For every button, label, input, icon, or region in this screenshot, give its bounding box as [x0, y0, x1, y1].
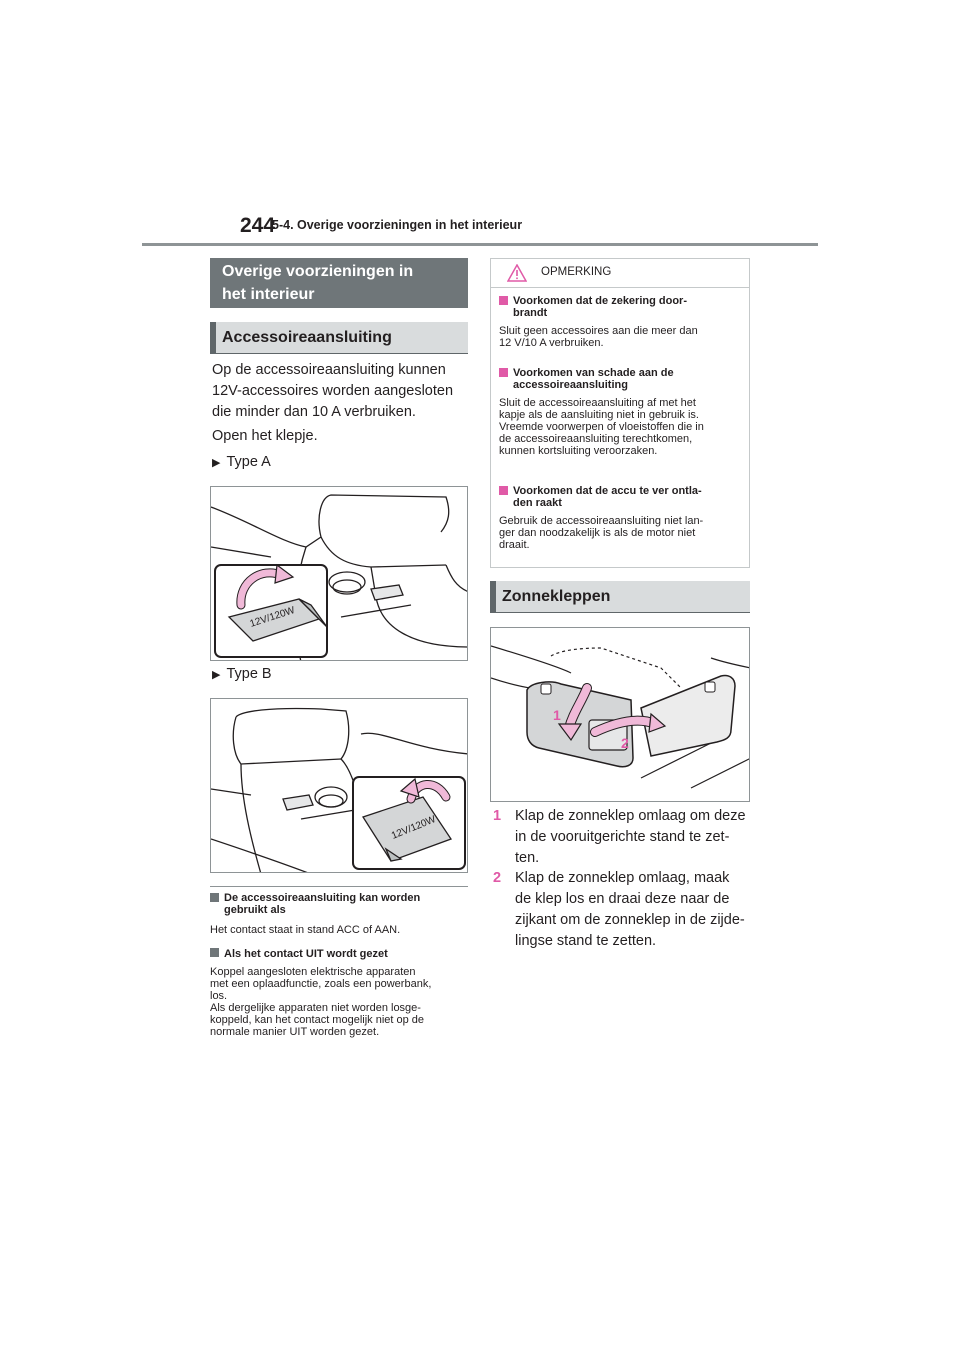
step-line: ten.	[515, 850, 540, 866]
type-a-text: Type A	[226, 454, 271, 470]
note-usable	[210, 892, 468, 936]
notice-fuse	[499, 295, 744, 349]
notice-item-text	[499, 515, 744, 551]
step-line: de klep los en draai deze naar de	[515, 891, 730, 907]
square-bullet-icon	[210, 893, 219, 902]
step-2	[493, 868, 758, 952]
notice-text-line: draait.	[499, 539, 530, 551]
sun-visor-illustration	[491, 628, 750, 802]
header-rule	[142, 243, 818, 246]
notice-title-line: accessoireaansluiting	[513, 379, 628, 391]
square-bullet-icon	[499, 368, 508, 377]
notice-text-line: kunnen kortsluiting veroorzaken.	[499, 445, 658, 457]
step-line: zijkant om de zonneklep in de zijde-	[515, 912, 745, 928]
note-text-line: met een oplaadfunctie, zoals een powerbank,	[210, 978, 432, 990]
notice-text-line: de accessoireaansluiting terechtkomen,	[499, 433, 693, 445]
text-line: Op de accessoireaansluiting kunnen	[212, 362, 446, 378]
notice-title-line: brandt	[513, 307, 548, 319]
square-bullet-icon	[210, 948, 219, 957]
note-title-line: gebruikt als	[224, 904, 286, 916]
main-heading-line: Overige voorzieningen in	[222, 263, 414, 280]
notice-box	[490, 258, 750, 568]
notice-item-title	[499, 295, 744, 319]
figure-sun-visor	[490, 627, 750, 802]
note-contact-off	[210, 948, 472, 1038]
triangle-bullet-icon: ▶	[212, 457, 221, 469]
step-line: Klap de zonneklep omlaag, maak	[515, 870, 730, 886]
open-instruction: Open het klepje.	[212, 428, 318, 444]
step-text	[515, 806, 746, 869]
notice-text-line: ger dan noodzakelijk is als de motor niet	[499, 527, 696, 539]
note-title-line: De accessoireaansluiting kan worden	[224, 892, 421, 904]
notice-damage	[499, 367, 744, 457]
socket-label-b: 12V/120W	[390, 814, 438, 842]
note-text-line: Koppel aangesloten elektrische apparaten	[210, 966, 416, 978]
notice-title-line: Voorkomen dat de zekering door-	[513, 295, 687, 307]
figure-type-a	[210, 486, 468, 661]
step-line: Klap de zonneklep omlaag om deze	[515, 808, 746, 824]
type-b-text: Type B	[226, 666, 272, 682]
step-text	[515, 868, 745, 952]
page-number: 244	[240, 214, 276, 237]
notice-item-text	[499, 397, 744, 457]
callout-1: 1	[553, 707, 561, 723]
console-illustration-type-a	[211, 487, 468, 661]
notice-title: OPMERKING	[541, 266, 612, 278]
step-line: in de vooruitgerichte stand te zet-	[515, 829, 730, 845]
notice-item-text	[499, 325, 744, 349]
warning-triangle-icon	[507, 264, 527, 282]
square-bullet-icon	[499, 296, 508, 305]
sub-heading-rule	[490, 612, 750, 613]
note-text-line: koppeld, kan het contact mogelijk niet op de	[210, 1014, 425, 1026]
type-b-label	[212, 664, 272, 686]
notice-text-line: 12 V/10 A verbruiken.	[499, 337, 604, 349]
sub-heading-accessory: Accessoireaansluiting	[210, 322, 468, 354]
notice-title-line: den raakt	[513, 497, 562, 509]
type-a-label	[212, 452, 271, 474]
notice-text-line: Sluit geen accessoires aan die meer dan	[499, 325, 698, 337]
notice-text-line: kapje als de aansluiting niet in gebruik is.	[499, 409, 699, 421]
notes-rule	[210, 886, 468, 887]
notice-text-line: Sluit de accessoireaansluiting af met het	[499, 397, 696, 409]
notice-text-line: Vreemde voorwerpen of vloeistoffen die in	[499, 421, 704, 433]
notice-text-line: Gebruik de accessoireaansluiting niet lan-	[499, 515, 704, 527]
triangle-bullet-icon: ▶	[212, 669, 221, 681]
notice-item-title	[499, 367, 744, 391]
socket-label-a: 12V/120W	[248, 604, 297, 630]
note-text	[210, 966, 472, 1038]
step-number: 2	[493, 870, 502, 886]
text-line: die minder dan 10 A verbruiken.	[212, 404, 416, 420]
note-title	[210, 892, 468, 916]
notice-header	[491, 259, 749, 288]
intro-paragraph	[212, 360, 453, 423]
square-bullet-icon	[499, 486, 508, 495]
note-text-line: los.	[210, 990, 228, 1002]
note-title	[210, 948, 472, 960]
notice-item-title	[499, 485, 744, 509]
main-heading-line: het interieur	[222, 286, 315, 303]
step-line: lingse stand te zetten.	[515, 933, 657, 949]
figure-type-b	[210, 698, 468, 873]
section-title: 5-4. Overige voorzieningen in het interieur	[272, 218, 523, 232]
step-1	[493, 806, 758, 869]
callout-2: 2	[621, 735, 629, 751]
note-text-line: Als dergelijke apparaten niet worden losge-	[210, 1002, 421, 1014]
main-heading	[210, 258, 468, 308]
text-line: 12V-accessoires worden aangesloten	[212, 383, 454, 399]
notice-battery	[499, 485, 744, 551]
notice-title-line: Voorkomen van schade aan de	[513, 367, 674, 379]
note-title-line: Als het contact UIT wordt gezet	[224, 948, 388, 960]
sub-heading-rule	[210, 353, 468, 354]
sub-heading-sunvisors: Zonnekleppen	[490, 581, 750, 613]
note-text-line: normale manier UIT worden gezet.	[210, 1026, 380, 1038]
note-text-line: Het contact staat in stand ACC of AAN.	[210, 924, 401, 936]
console-illustration-type-b	[211, 699, 468, 873]
step-number: 1	[493, 808, 502, 824]
notice-title-line: Voorkomen dat de accu te ver ontla-	[513, 485, 702, 497]
